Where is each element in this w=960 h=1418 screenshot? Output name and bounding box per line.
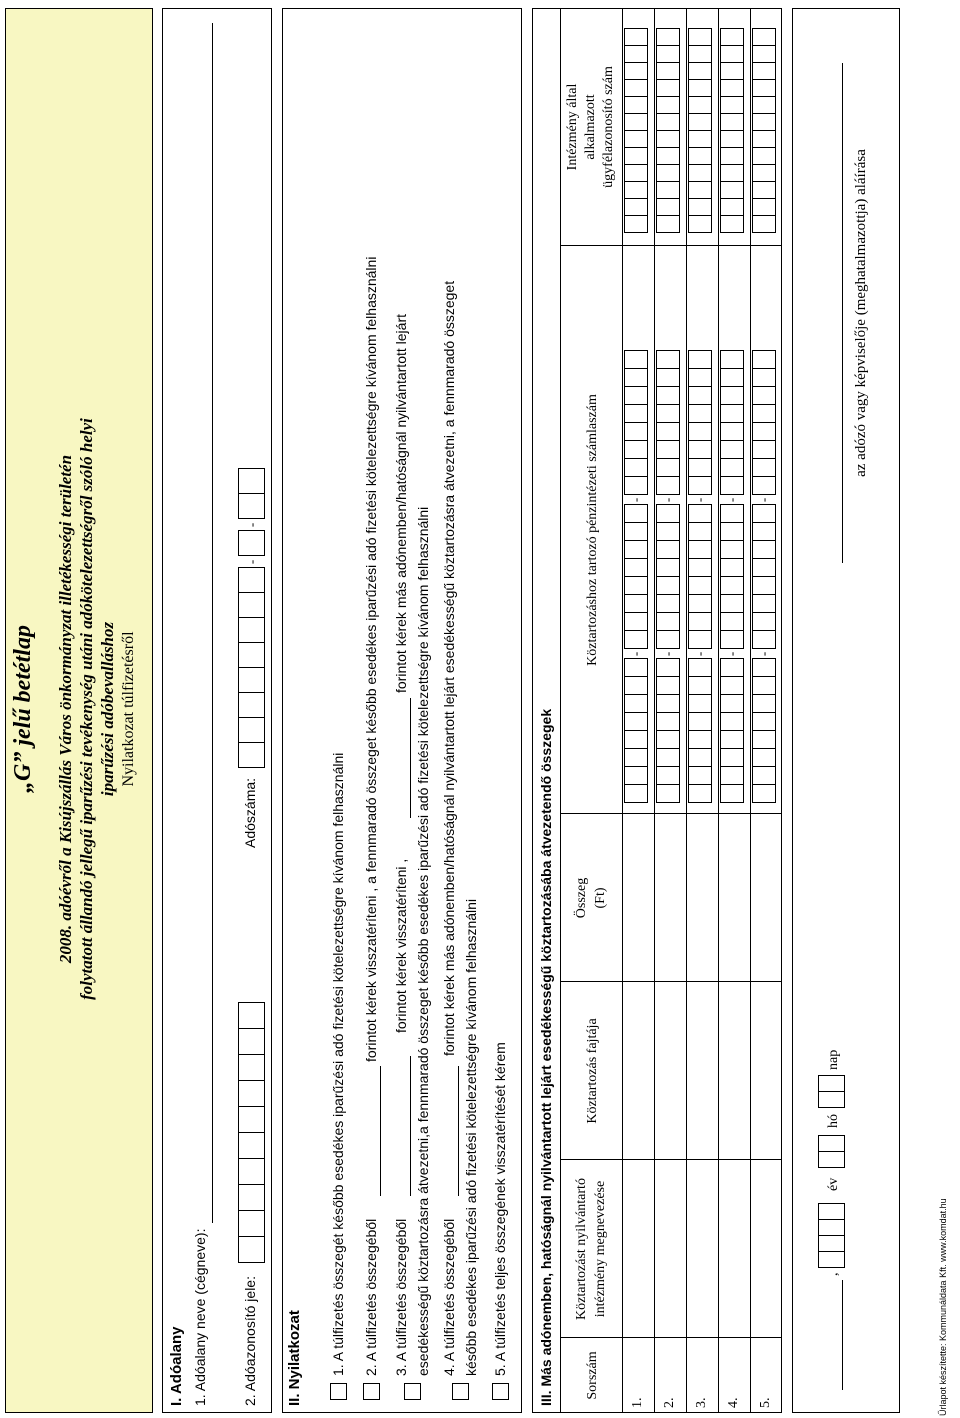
- signature-caption: az adózó vagy képviselője (meghatalmazottja) aláírása: [853, 149, 869, 477]
- client-id-digit-cell[interactable]: [688, 147, 712, 165]
- account-digit-cell[interactable]: [720, 676, 744, 695]
- account-digit-cell[interactable]: [720, 730, 744, 749]
- account-digit-cell[interactable]: [656, 458, 680, 477]
- account-digit-cell[interactable]: [752, 504, 776, 523]
- account-digit-cell[interactable]: [752, 694, 776, 713]
- client-id-digit-cell[interactable]: [624, 28, 648, 46]
- account-separator: -: [756, 651, 771, 657]
- account-digit-cell[interactable]: [688, 558, 712, 577]
- client-id-digit-cell[interactable]: [720, 215, 744, 233]
- client-id-digit-cell[interactable]: [624, 45, 648, 63]
- account-digit-cell[interactable]: [752, 658, 776, 677]
- account-digit-cell[interactable]: [688, 422, 712, 441]
- account-digit-cell[interactable]: [688, 386, 712, 405]
- account-digit-cell[interactable]: [624, 630, 648, 649]
- account-digit-cell[interactable]: [752, 766, 776, 785]
- option-3-checkbox[interactable]: [404, 1383, 421, 1400]
- account-digit-cell[interactable]: [656, 630, 680, 649]
- account-digit-cell[interactable]: [688, 712, 712, 731]
- account-digit-cell[interactable]: [656, 440, 680, 459]
- client-id-digit-cell[interactable]: [752, 181, 776, 199]
- account-digit-cell[interactable]: [656, 594, 680, 613]
- client-id-row[interactable]: [720, 29, 747, 233]
- client-id-digit-cell[interactable]: [688, 130, 712, 148]
- account-digit-cell[interactable]: [752, 676, 776, 695]
- account-digit-cell[interactable]: [656, 422, 680, 441]
- client-id-digit-cell[interactable]: [688, 79, 712, 97]
- account-digit-cell[interactable]: [656, 730, 680, 749]
- client-id-digit-cell[interactable]: [688, 198, 712, 216]
- client-id-digit-cell[interactable]: [624, 215, 648, 233]
- client-id-digit-cell[interactable]: [720, 198, 744, 216]
- account-digit-cell[interactable]: [624, 386, 648, 405]
- account-digit-cell[interactable]: [688, 694, 712, 713]
- client-id-digit-cell[interactable]: [656, 198, 680, 216]
- account-separator: -: [660, 497, 675, 503]
- day-label: nap: [826, 1049, 841, 1070]
- client-id-row[interactable]: [624, 29, 651, 233]
- account-digit-cell[interactable]: [752, 612, 776, 631]
- client-id-digit-cell[interactable]: [624, 147, 648, 165]
- col-intezmeny-1: Köztartozást nyilvántartó: [574, 1178, 589, 1320]
- client-id-digit-cell[interactable]: [656, 147, 680, 165]
- tax-number-cells[interactable]: --: [238, 469, 265, 768]
- client-id-digit-cell[interactable]: [752, 79, 776, 97]
- client-id-digit-cell[interactable]: [656, 181, 680, 199]
- client-id-digit-cell[interactable]: [624, 130, 648, 148]
- account-digit-cell[interactable]: [656, 676, 680, 695]
- client-id-digit-cell[interactable]: [656, 113, 680, 131]
- option-1-checkbox[interactable]: [330, 1383, 347, 1400]
- account-digit-cell[interactable]: [720, 440, 744, 459]
- account-digit-cell[interactable]: [752, 784, 776, 803]
- account-digit-cell[interactable]: [656, 748, 680, 767]
- account-separator: -: [628, 651, 643, 657]
- account-number-row[interactable]: [688, 351, 715, 803]
- client-id-digit-cell[interactable]: [656, 164, 680, 182]
- client-id-digit-cell[interactable]: [720, 96, 744, 114]
- taxpayer-name-line[interactable]: [212, 23, 213, 1223]
- client-id-row[interactable]: [752, 29, 779, 233]
- tax-id-cells[interactable]: [238, 1003, 265, 1263]
- account-digit-cell[interactable]: [720, 748, 744, 767]
- option-4-text-b: forintot kérek más adónemben/hatóságnál nyilvántartott lejárt esedékességű köztartozásra átvezetni, a fennmaradó összeget: [441, 280, 457, 1056]
- col-ugyfel-3: ügyfélazonosító szám: [601, 66, 616, 188]
- account-digit-cell[interactable]: [624, 748, 648, 767]
- account-digit-cell[interactable]: [688, 522, 712, 541]
- client-id-digit-cell[interactable]: [688, 215, 712, 233]
- account-digit-cell[interactable]: [752, 458, 776, 477]
- account-digit-cell[interactable]: [656, 522, 680, 541]
- account-number-row[interactable]: [656, 351, 683, 803]
- account-digit-cell[interactable]: [720, 504, 744, 523]
- account-digit-cell[interactable]: [752, 422, 776, 441]
- account-digit-cell[interactable]: [624, 368, 648, 387]
- account-digit-cell[interactable]: [720, 694, 744, 713]
- account-digit-cell[interactable]: [656, 504, 680, 523]
- row-number: 2.: [662, 1397, 677, 1408]
- section-2-box: [282, 8, 522, 1413]
- account-digit-cell[interactable]: [688, 766, 712, 785]
- month-label: hó: [826, 1114, 841, 1128]
- account-digit-cell[interactable]: [752, 748, 776, 767]
- option-3-text-a: 3. A túlfizetés összegéből: [393, 1218, 409, 1376]
- client-id-digit-cell[interactable]: [624, 96, 648, 114]
- account-digit-cell[interactable]: [624, 422, 648, 441]
- taxpayer-name-label: 1. Adóalany neve (cégneve):: [192, 1228, 208, 1406]
- account-separator: -: [692, 651, 707, 657]
- client-id-digit-cell[interactable]: [720, 28, 744, 46]
- account-number-row[interactable]: [720, 351, 747, 803]
- account-digit-cell[interactable]: [624, 766, 648, 785]
- option-4-text-a: 4. A túlfizetés összegéből: [441, 1218, 457, 1376]
- account-digit-cell[interactable]: [720, 712, 744, 731]
- account-digit-cell[interactable]: [656, 766, 680, 785]
- account-digit-cell[interactable]: [624, 676, 648, 695]
- account-digit-cell[interactable]: [720, 476, 744, 495]
- account-digit-cell[interactable]: [752, 594, 776, 613]
- account-digit-cell[interactable]: [720, 658, 744, 677]
- signature-line[interactable]: [842, 63, 843, 563]
- client-id-digit-cell[interactable]: [624, 113, 648, 131]
- account-digit-cell[interactable]: [688, 440, 712, 459]
- account-digit-cell[interactable]: [656, 712, 680, 731]
- account-digit-cell[interactable]: [752, 368, 776, 387]
- account-digit-cell[interactable]: [656, 694, 680, 713]
- account-digit-cell[interactable]: [720, 576, 744, 595]
- account-digit-cell[interactable]: [624, 658, 648, 677]
- client-id-digit-cell[interactable]: [720, 130, 744, 148]
- account-separator: -: [724, 651, 739, 657]
- row-number: 1.: [630, 1397, 645, 1408]
- option-2-checkbox[interactable]: [363, 1383, 380, 1400]
- account-digit-cell[interactable]: [688, 540, 712, 559]
- account-digit-cell[interactable]: [752, 712, 776, 731]
- tax-id-label: 2. Adóazonosító jele:: [242, 1276, 258, 1406]
- client-id-digit-cell[interactable]: [752, 198, 776, 216]
- option-3-text-b: forintot kérek visszatéríteni ,: [393, 858, 409, 1033]
- year-cells[interactable]: [818, 1204, 845, 1268]
- account-digit-cell[interactable]: [752, 404, 776, 423]
- account-digit-cell[interactable]: [656, 476, 680, 495]
- option-4-amount-line[interactable]: [458, 1066, 459, 1196]
- client-id-digit-cell[interactable]: [624, 164, 648, 182]
- account-digit-cell[interactable]: [656, 658, 680, 677]
- client-id-digit-cell[interactable]: [752, 164, 776, 182]
- client-id-digit-cell[interactable]: [720, 181, 744, 199]
- col-osszeg-2: (Ft): [593, 887, 608, 909]
- account-separator: -: [628, 497, 643, 503]
- account-digit-cell[interactable]: [624, 458, 648, 477]
- option-4-checkbox[interactable]: [452, 1383, 469, 1400]
- form-credit: Űrlapot készítette: Kommunáldata Kft. www.komdat.hu: [938, 1198, 948, 1416]
- client-id-digit-cell[interactable]: [752, 96, 776, 114]
- client-id-row[interactable]: [656, 29, 683, 233]
- account-digit-cell[interactable]: [752, 476, 776, 495]
- account-digit-cell[interactable]: [688, 748, 712, 767]
- row-number: 4.: [726, 1397, 741, 1408]
- option-5-text: 5. A túlfizetés teljes összegének visszatérítését kérem: [492, 1042, 508, 1376]
- form-title: „G” jelű betétlap: [10, 625, 36, 793]
- header-line-2: folytatott állandó jellegű iparűzési tevékenység utáni adókötelezettségről szóló helyi: [77, 418, 96, 1000]
- account-digit-cell[interactable]: [656, 576, 680, 595]
- option-4-text-c: később esedékes iparűzési adó fizetési kötelezettségre kívánom felhasználni: [463, 898, 479, 1376]
- account-digit-cell[interactable]: [688, 404, 712, 423]
- account-digit-cell[interactable]: [624, 404, 648, 423]
- row-number: 5.: [758, 1397, 773, 1408]
- client-id-digit-cell[interactable]: [752, 113, 776, 131]
- footer-box: [792, 8, 900, 1413]
- account-digit-cell[interactable]: [688, 658, 712, 677]
- option-5-checkbox[interactable]: [492, 1383, 509, 1400]
- account-digit-cell[interactable]: [688, 612, 712, 631]
- section-3-heading: III. Más adónemben, hatóságnál nyilvántartott lejárt esedékességű köztartozásába átvezetendő összegek: [538, 708, 554, 1406]
- client-id-digit-cell[interactable]: [688, 45, 712, 63]
- account-digit-cell[interactable]: [656, 368, 680, 387]
- account-digit-cell[interactable]: [624, 784, 648, 803]
- account-digit-cell[interactable]: [752, 558, 776, 577]
- account-separator: -: [660, 651, 675, 657]
- account-digit-cell[interactable]: [688, 476, 712, 495]
- account-digit-cell[interactable]: [752, 730, 776, 749]
- client-id-row[interactable]: [688, 29, 715, 233]
- section-1-heading: I. Adóalany: [168, 1326, 185, 1406]
- client-id-digit-cell[interactable]: [624, 198, 648, 216]
- option-3-text-d: esedékességű köztartozásra átvezetni,a fennmaradó összeget később esedékes iparűzési adó fizetési kötelezettségre kívánom felhasználni: [415, 506, 431, 1376]
- account-digit-cell[interactable]: [720, 558, 744, 577]
- client-id-digit-cell[interactable]: [688, 181, 712, 199]
- client-id-digit-cell[interactable]: [752, 28, 776, 46]
- account-digit-cell[interactable]: [752, 630, 776, 649]
- client-id-digit-cell[interactable]: [656, 215, 680, 233]
- account-digit-cell[interactable]: [688, 504, 712, 523]
- account-digit-cell[interactable]: [720, 612, 744, 631]
- client-id-digit-cell[interactable]: [656, 62, 680, 80]
- client-id-digit-cell[interactable]: [656, 28, 680, 46]
- account-digit-cell[interactable]: [688, 458, 712, 477]
- account-digit-cell[interactable]: [624, 558, 648, 577]
- account-digit-cell[interactable]: [624, 440, 648, 459]
- client-id-digit-cell[interactable]: [624, 181, 648, 199]
- account-digit-cell[interactable]: [720, 386, 744, 405]
- account-digit-cell[interactable]: [624, 476, 648, 495]
- option-1-text: 1. A túlfizetés összegét később esedékes iparűzési adó fizetési kötelezettségre kívánom felhasználni: [330, 752, 346, 1376]
- account-digit-cell[interactable]: [720, 540, 744, 559]
- account-digit-cell[interactable]: [688, 676, 712, 695]
- client-id-digit-cell[interactable]: [688, 62, 712, 80]
- client-id-digit-cell[interactable]: [752, 215, 776, 233]
- client-id-digit-cell[interactable]: [720, 164, 744, 182]
- section-2-heading: II. Nyilatkozat: [286, 1310, 303, 1406]
- account-digit-cell[interactable]: [688, 730, 712, 749]
- header-line-4: Nyilatkozat túlfizetésről: [120, 631, 137, 787]
- client-id-digit-cell[interactable]: [656, 79, 680, 97]
- option-3-refund-line[interactable]: [410, 1056, 411, 1196]
- account-digit-cell[interactable]: [720, 350, 744, 369]
- account-digit-cell[interactable]: [624, 504, 648, 523]
- client-id-digit-cell[interactable]: [688, 96, 712, 114]
- client-id-digit-cell[interactable]: [656, 130, 680, 148]
- client-id-digit-cell[interactable]: [720, 113, 744, 131]
- account-number-row[interactable]: [752, 351, 779, 803]
- client-id-digit-cell[interactable]: [720, 62, 744, 80]
- account-digit-cell[interactable]: [624, 540, 648, 559]
- client-id-digit-cell[interactable]: [720, 45, 744, 63]
- place-comma: ,: [826, 1272, 841, 1276]
- col-szamla: Köztartozáshoz tartozó pénzintézeti számlaszám: [585, 394, 600, 666]
- account-digit-cell[interactable]: [720, 458, 744, 477]
- client-id-digit-cell[interactable]: [752, 147, 776, 165]
- header-line-3: iparűzési adóbevalláshoz: [98, 621, 117, 797]
- account-digit-cell[interactable]: [688, 368, 712, 387]
- col-intezmeny-2: intézmény megnevezése: [593, 1180, 608, 1318]
- col-sorszam: Sorszám: [585, 1351, 600, 1400]
- year-label: év: [826, 1177, 841, 1191]
- account-digit-cell[interactable]: [624, 576, 648, 595]
- row-number: 3.: [694, 1397, 709, 1408]
- header-line-1: 2008. adóévről a Kisújszállás Város önkormányzat illetékességi területén: [56, 454, 75, 964]
- account-digit-cell[interactable]: [752, 540, 776, 559]
- account-digit-cell[interactable]: [624, 612, 648, 631]
- client-id-digit-cell[interactable]: [752, 45, 776, 63]
- account-digit-cell[interactable]: [720, 522, 744, 541]
- account-digit-cell[interactable]: [720, 422, 744, 441]
- account-digit-cell[interactable]: [624, 730, 648, 749]
- client-id-digit-cell[interactable]: [752, 62, 776, 80]
- account-separator: -: [692, 497, 707, 503]
- account-digit-cell[interactable]: [688, 784, 712, 803]
- account-digit-cell[interactable]: [720, 404, 744, 423]
- option-2-amount-line[interactable]: [380, 1066, 381, 1196]
- place-line[interactable]: [842, 1280, 843, 1390]
- account-digit-cell[interactable]: [656, 350, 680, 369]
- account-digit-cell[interactable]: [624, 712, 648, 731]
- client-id-digit-cell[interactable]: [688, 164, 712, 182]
- col-osszeg-1: Összeg: [574, 877, 589, 919]
- account-digit-cell[interactable]: [752, 440, 776, 459]
- account-digit-cell[interactable]: [752, 576, 776, 595]
- client-id-digit-cell[interactable]: [688, 113, 712, 131]
- client-id-digit-cell[interactable]: [656, 45, 680, 63]
- client-id-digit-cell[interactable]: [656, 96, 680, 114]
- client-id-digit-cell[interactable]: [688, 28, 712, 46]
- account-digit-cell[interactable]: [624, 350, 648, 369]
- account-separator: -: [724, 497, 739, 503]
- option-3-transfer-line[interactable]: [410, 698, 411, 818]
- account-digit-cell[interactable]: [720, 784, 744, 803]
- account-digit-cell[interactable]: [752, 386, 776, 405]
- account-digit-cell[interactable]: [624, 522, 648, 541]
- account-digit-cell[interactable]: [720, 594, 744, 613]
- account-digit-cell[interactable]: [656, 612, 680, 631]
- option-2-text-a: 2. A túlfizetés összegéből: [363, 1218, 379, 1376]
- account-digit-cell[interactable]: [656, 558, 680, 577]
- account-digit-cell[interactable]: [688, 630, 712, 649]
- month-cells[interactable]: [818, 1136, 845, 1168]
- account-digit-cell[interactable]: [720, 766, 744, 785]
- account-digit-cell[interactable]: [752, 522, 776, 541]
- account-separator: -: [756, 497, 771, 503]
- account-digit-cell[interactable]: [688, 594, 712, 613]
- client-id-digit-cell[interactable]: [624, 62, 648, 80]
- account-digit-cell[interactable]: [656, 540, 680, 559]
- col-fajta: Köztartozás fajtája: [585, 1018, 600, 1124]
- tax-number-label: Adószáma:: [242, 777, 258, 848]
- account-digit-cell[interactable]: [688, 576, 712, 595]
- account-digit-cell[interactable]: [624, 694, 648, 713]
- account-digit-cell[interactable]: [752, 350, 776, 369]
- account-digit-cell[interactable]: [624, 594, 648, 613]
- account-digit-cell[interactable]: [656, 386, 680, 405]
- col-ugyfel-1: Intézmény által: [565, 83, 580, 171]
- account-digit-cell[interactable]: [688, 350, 712, 369]
- option-3-text-c: forintot kérek más adónemben/hatóságnál nyilvántartott lejárt: [393, 314, 409, 693]
- account-digit-cell[interactable]: [656, 784, 680, 803]
- account-number-row[interactable]: [624, 351, 651, 803]
- client-id-digit-cell[interactable]: [720, 147, 744, 165]
- account-digit-cell[interactable]: [720, 368, 744, 387]
- client-id-digit-cell[interactable]: [720, 79, 744, 97]
- option-2-text-b: forintot kérek visszatéríteni , a fennmaradó összeget később esedékes iparűzési adó fizetési kötelezettségre kívánom felhasználni: [363, 256, 379, 1062]
- account-digit-cell[interactable]: [720, 630, 744, 649]
- day-cells[interactable]: [818, 1076, 845, 1108]
- col-ugyfel-2: alkalmazott: [583, 94, 598, 160]
- client-id-digit-cell[interactable]: [624, 79, 648, 97]
- client-id-digit-cell[interactable]: [752, 130, 776, 148]
- account-digit-cell[interactable]: [656, 404, 680, 423]
